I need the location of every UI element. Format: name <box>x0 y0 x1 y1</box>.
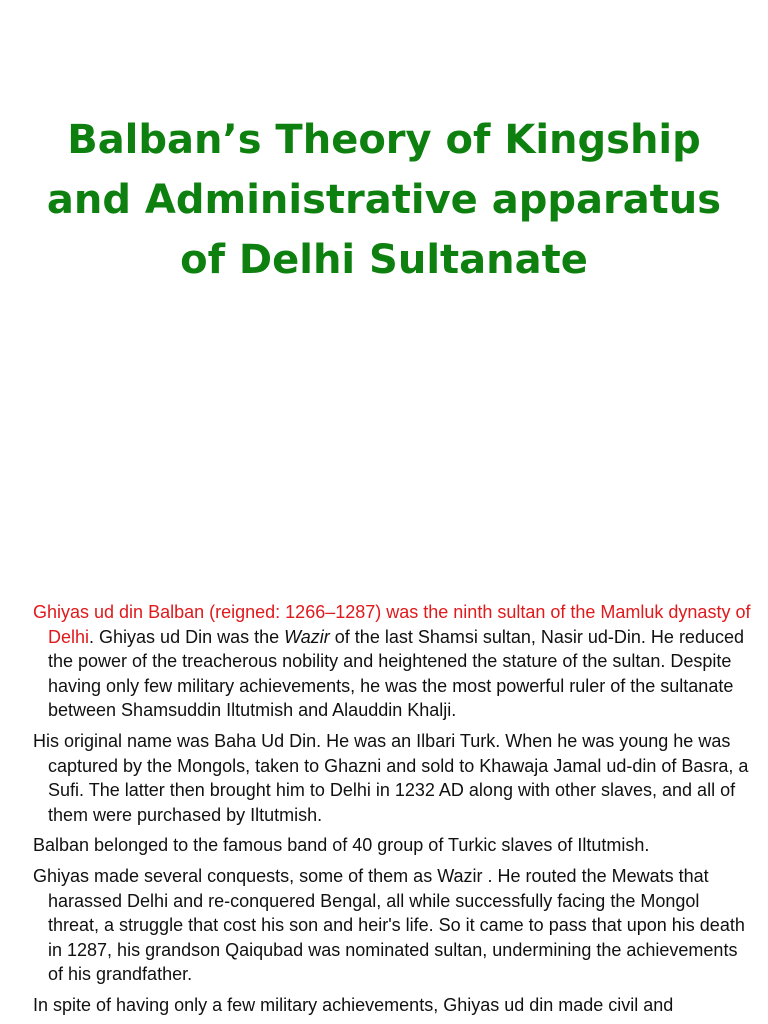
paragraph-intro <box>33 600 753 723</box>
paragraph-conquests: Ghiyas made several conquests, some of them as Wazir . He routed the Mewats that harassed Delhi and re-conquered Bengal, all while successfully facing the Mongol threat, a struggle that cost his son and heir's life. So it came to pass that upon his death in 1287, his grandson Qaiqubad was nominated sultan, undermining the achievements of his grandfather. <box>33 865 745 985</box>
paragraph-achievements: In spite of having only a few military achievements, Ghiyas ud din made civil and <box>33 994 674 1015</box>
paragraph-forty-slaves: Balban belonged to the famous band of 40 group of Turkic slaves of Iltutmish. <box>33 835 650 856</box>
title-line-3: of Delhi Sultanate <box>180 237 588 283</box>
wazir-italic: Wazir <box>284 626 330 647</box>
paragraph-origin: His original name was Baha Ud Din. He was an Ilbari Turk. When he was young he was captured by the Mongols, taken to Ghazni and sold to Khawaja Jamal ud-din of Basra, a Sufi. The latter then brought him to Delhi in 1232 AD along with other slaves, and all of them were purchased by Iltutmish. <box>33 730 749 825</box>
title-line-2: and Administrative apparatus <box>46 177 722 223</box>
slide-title <box>0 110 768 290</box>
paragraph-intro-text-end: of the last Shamsi sultan, Nasir ud-Din. He reduced the power of the treacherous nobility and heightened the stature of the sultan. Despite having only few military achievements, he was the most powerful ruler of the sultanate between Shamsuddin Iltutmish and Alauddin Khalji. <box>48 626 744 721</box>
slide-body <box>33 600 753 1024</box>
reign-description-highlight: (reigned: 1266–1287) was the ninth sultan of the Mamluk dynasty of Delhi <box>48 602 751 647</box>
paragraph-intro-text: . Ghiyas ud Din was the <box>89 626 285 647</box>
balban-name-highlight: Ghiyas ud din Balban <box>33 602 205 622</box>
title-line-1: Balban’s Theory of Kingship <box>67 117 701 163</box>
